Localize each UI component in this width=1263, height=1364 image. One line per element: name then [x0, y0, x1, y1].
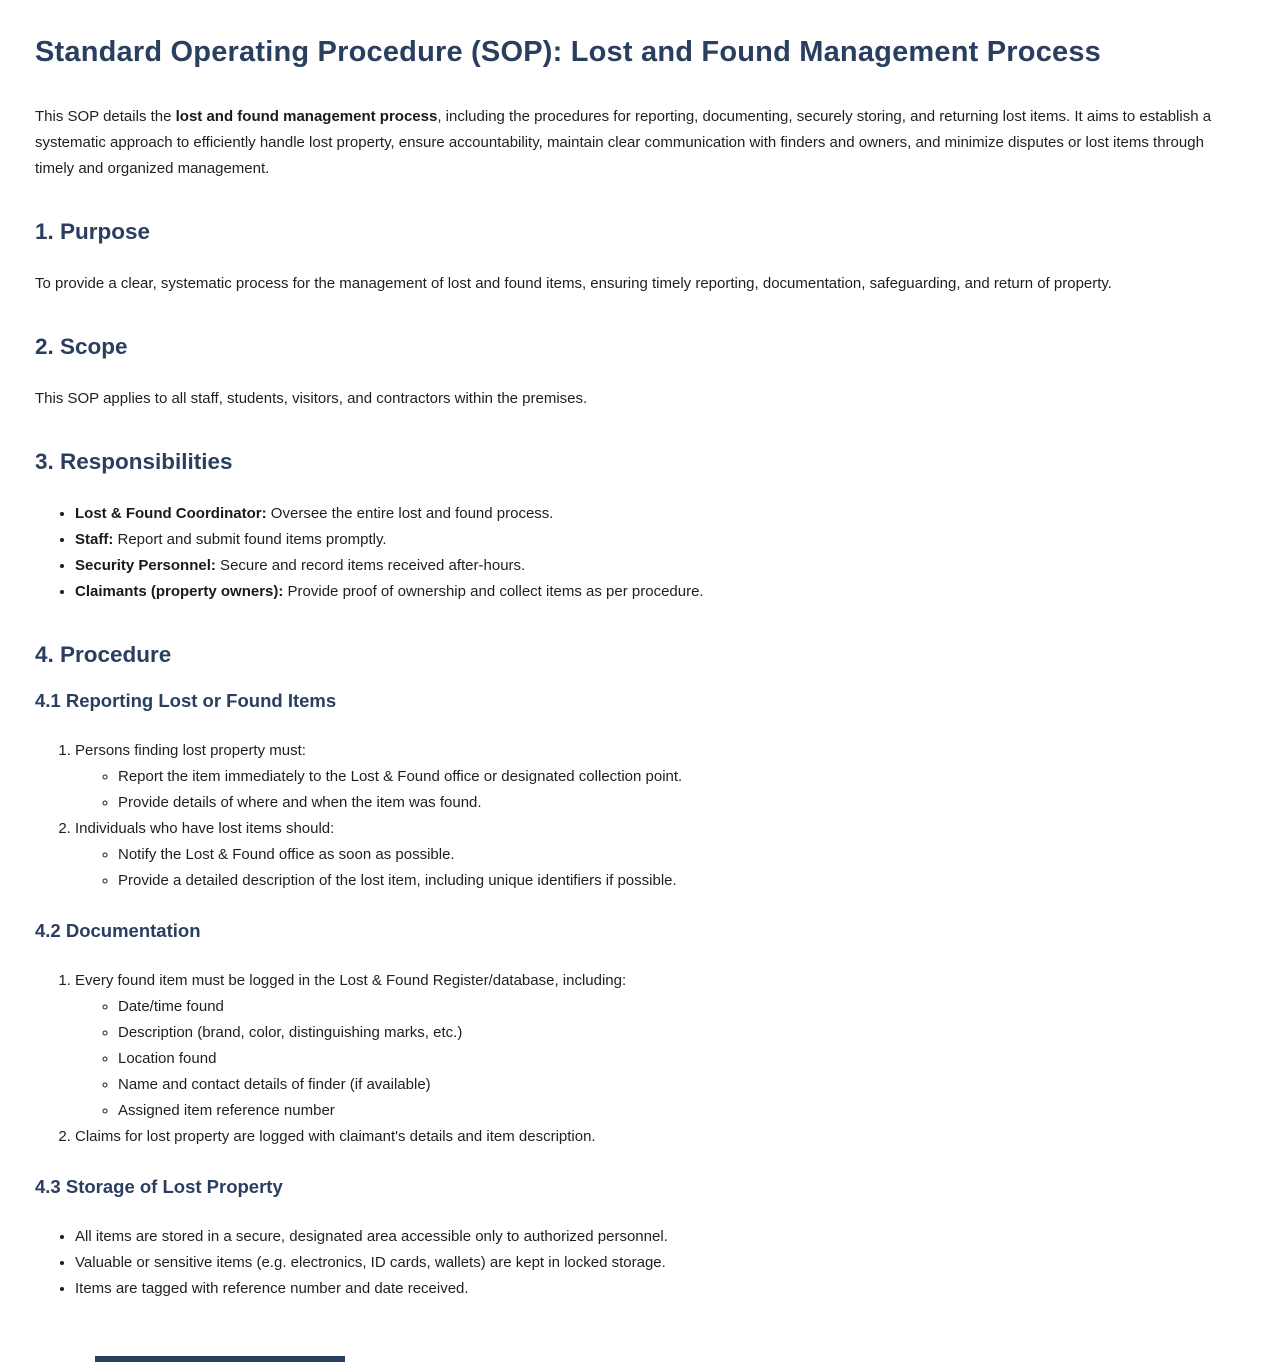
role-text: Report and submit found items promptly.: [113, 531, 387, 548]
list-item: [75, 968, 1228, 1124]
storage-list: [35, 1224, 1228, 1302]
subsection-heading-4-1: 4.1 Reporting Lost or Found Items: [35, 690, 337, 711]
list-item: ◦ Date/time found: [118, 994, 1228, 1020]
clipped-next-heading-fragment: [95, 1356, 345, 1362]
role-label: Security Personnel:: [75, 557, 216, 574]
list-item: [75, 1124, 1228, 1150]
role-label: Staff:: [75, 531, 114, 548]
reporting-ordered-list: [35, 738, 1228, 894]
intro-text-pre: This SOP details the: [35, 108, 176, 125]
role-text: Oversee the entire lost and found process.: [266, 505, 554, 522]
list-item-text: Persons finding lost property must:: [75, 742, 306, 759]
section-heading-scope: 2. Scope: [35, 334, 128, 359]
list-item: [75, 501, 1228, 527]
list-item-text: Individuals who have lost items should:: [75, 820, 335, 837]
list-item: [75, 816, 1228, 894]
role-text: Secure and record items received after-hours.: [215, 557, 526, 574]
section-heading-procedure: 4. Procedure: [35, 642, 172, 667]
list-item: ◦ Description (brand, color, distinguishing marks, etc.): [118, 1020, 1228, 1046]
role-label: Lost & Found Coordinator:: [75, 505, 267, 522]
list-item: ◦ Report the item immediately to the Lost & Found office or designated collection point.: [118, 764, 1228, 790]
list-item: • All items are stored in a secure, designated area accessible only to authorized personnel.: [75, 1224, 1228, 1250]
intro-text-post: , including the procedures for reporting, documenting, securely storing, and returning lost items. It aims to establish a systematic approach to efficiently handle lost property, ensure accountability, maintain clear communication with finders and owners, and minimize disputes or lost items through timely and organized management.: [35, 108, 1212, 177]
intro-paragraph: [35, 104, 1228, 182]
documentation-ordered-list: [35, 968, 1228, 1150]
list-item: ◦ Name and contact details of finder (if available): [118, 1072, 1228, 1098]
list-item: [75, 527, 1228, 553]
role-text: Provide proof of ownership and collect items as per procedure.: [283, 583, 704, 600]
nested-list: [75, 994, 1228, 1124]
list-item: ◦ Assigned item reference number: [118, 1098, 1228, 1124]
list-item: ◦ Provide details of where and when the item was found.: [118, 790, 1228, 816]
intro-bold-phrase: lost and found management process: [175, 108, 438, 125]
list-item: ◦ Provide a detailed description of the lost item, including unique identifiers if possible.: [118, 868, 1228, 894]
list-item: [75, 738, 1228, 816]
section-heading-responsibilities: 3. Responsibilities: [35, 449, 233, 474]
scope-paragraph: This SOP applies to all staff, students, visitors, and contractors within the premises.: [35, 390, 588, 407]
nested-list: [75, 842, 1228, 894]
subsection-heading-4-2: 4.2 Documentation: [35, 920, 201, 941]
purpose-paragraph: To provide a clear, systematic process for the management of lost and found items, ensuring timely reporting, documentation, safeguarding, and return of property.: [35, 275, 1112, 292]
list-item: • Items are tagged with reference number and date received.: [75, 1276, 1228, 1302]
list-item: • Valuable or sensitive items (e.g. electronics, ID cards, wallets) are kept in locked storage.: [75, 1250, 1228, 1276]
subsection-heading-4-3: 4.3 Storage of Lost Property: [35, 1176, 283, 1197]
role-label: Claimants (property owners):: [75, 583, 284, 600]
list-item-text: Claims for lost property are logged with claimant's details and item description.: [75, 1128, 596, 1145]
nested-list: [75, 764, 1228, 816]
list-item: [75, 553, 1228, 579]
list-item-text: Every found item must be logged in the Lost & Found Register/database, including:: [75, 972, 627, 989]
page-title: Standard Operating Procedure (SOP): Lost and Found Management Process: [35, 36, 1102, 68]
responsibilities-list: [35, 501, 1228, 605]
list-item: ◦ Notify the Lost & Found office as soon as possible.: [118, 842, 1228, 868]
list-item: [75, 579, 1228, 605]
list-item: ◦ Location found: [118, 1046, 1228, 1072]
section-heading-purpose: 1. Purpose: [35, 219, 151, 244]
